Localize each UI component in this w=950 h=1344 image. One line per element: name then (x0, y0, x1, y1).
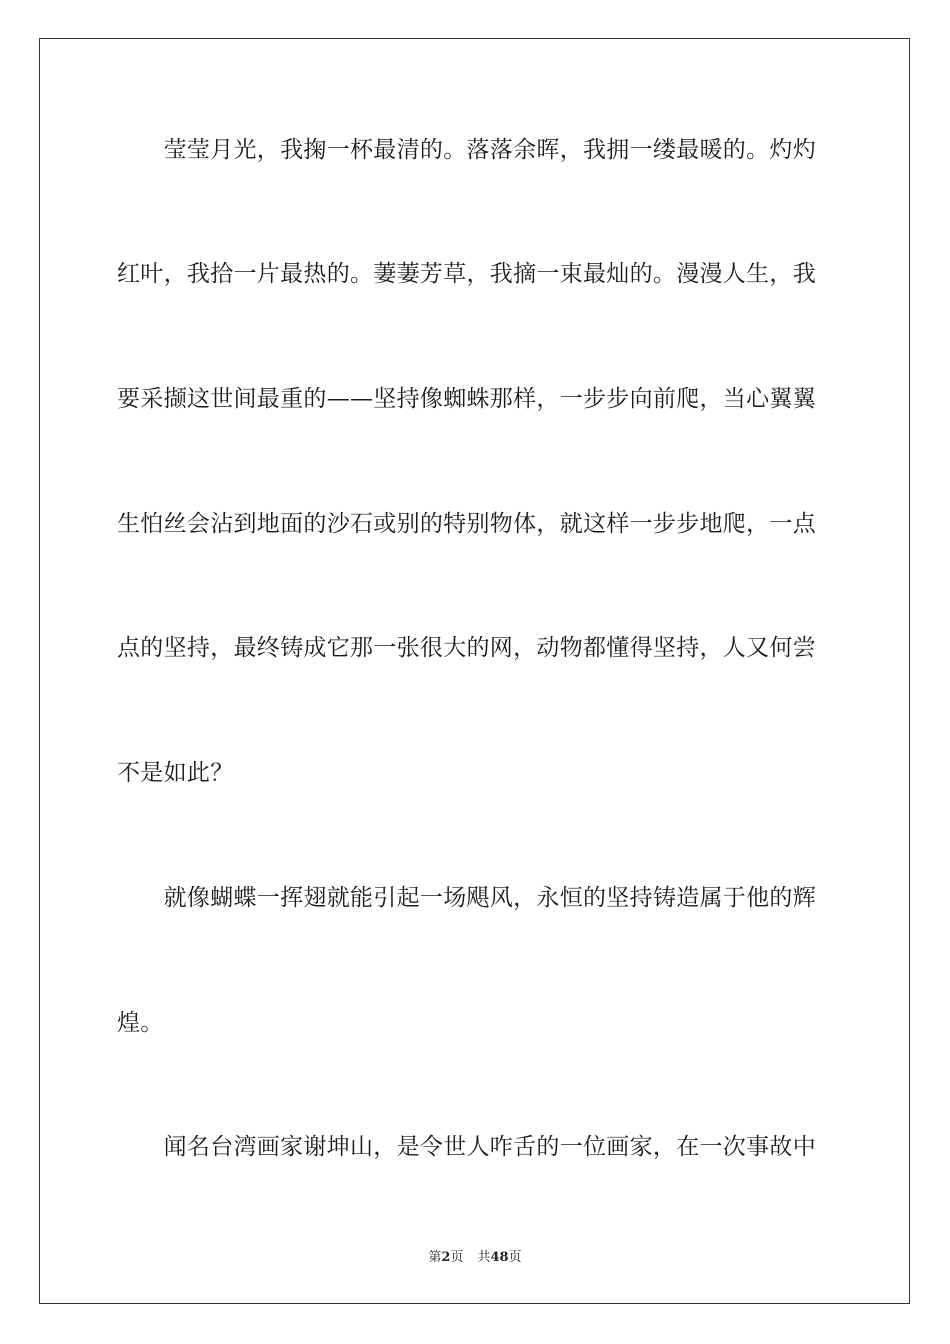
total-prefix: 共 (477, 1250, 491, 1265)
body-text-line: 生怕丝会沾到地面的沙石或别的特别物体，就这样一步步地爬，一点 (117, 511, 816, 537)
body-text-line: 红叶，我拾一片最热的。萋萋芳草，我摘一束最灿的。漫漫人生，我 (117, 261, 816, 287)
total-pages: 48 (490, 1250, 509, 1265)
body-text-line: 闻名台湾画家谢坤山，是令世人咋舌的一位画家，在一次事故中 (117, 1134, 816, 1160)
body-text-line: 莹莹月光，我掬一杯最清的。落落余晖，我拥一缕最暖的。灼灼 (117, 137, 816, 163)
total-suffix: 页 (508, 1250, 522, 1265)
page-footer (0, 1246, 950, 1265)
page-prefix: 第 (428, 1250, 442, 1265)
page-suffix: 页 (450, 1250, 464, 1265)
body-text-line: 点的坚持，最终铸成它那一张很大的网，动物都懂得坚持，人又何尝 (117, 635, 816, 661)
body-text-line: 要采撷这世间最重的——坚持像蜘蛛那样，一步步向前爬，当心翼翼 (117, 386, 816, 412)
body-text-line: 煌。 (117, 1010, 164, 1036)
body-text-line: 不是如此？ (117, 760, 234, 786)
page-number: 2 (441, 1250, 451, 1265)
body-text-line: 就像蝴蝶一挥翅就能引起一场飓风，永恒的坚持铸造属于他的辉 (117, 885, 816, 911)
page-border (39, 38, 910, 1304)
